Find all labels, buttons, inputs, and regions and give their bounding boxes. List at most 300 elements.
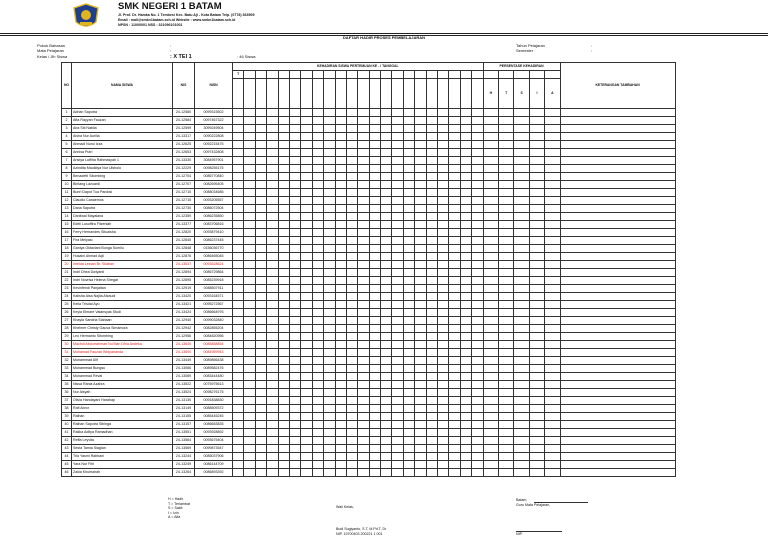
- remarks-cell: [560, 189, 675, 197]
- percentage-cell: [498, 269, 513, 277]
- attendance-cell: [460, 149, 471, 157]
- percentage-cell: [529, 165, 544, 173]
- attendance-cell: [460, 461, 471, 469]
- attendance-cell: [301, 269, 312, 277]
- attendance-cell: [324, 133, 335, 141]
- meeting-cell: [381, 79, 392, 109]
- attendance-cell: [233, 197, 244, 205]
- school-name: SMK NEGERI 1 BATAM: [118, 1, 222, 12]
- attendance-cell: [267, 341, 278, 349]
- attendance-cell: [472, 261, 483, 269]
- attendance-cell: [289, 157, 300, 165]
- attendance-cell: [403, 197, 414, 205]
- attendance-cell: [392, 125, 403, 133]
- percentage-cell: [545, 421, 560, 429]
- attendance-cell: [449, 221, 460, 229]
- student-nis: 24-13330: [173, 157, 195, 165]
- attendance-cell: [358, 125, 369, 133]
- attendance-cell: [324, 333, 335, 341]
- attendance-cell: [255, 453, 266, 461]
- student-name: Keyla Elmare Valansyas Studi: [72, 309, 173, 317]
- attendance-cell: [244, 429, 255, 437]
- attendance-cell: [312, 325, 323, 333]
- attendance-cell: [472, 245, 483, 253]
- attendance-cell: [392, 277, 403, 285]
- attendance-cell: [312, 173, 323, 181]
- student-nis: 24-13149: [173, 405, 195, 413]
- percentage-cell: [529, 117, 544, 125]
- attendance-cell: [449, 253, 460, 261]
- attendance-cell: [472, 341, 483, 349]
- attendance-cell: [267, 413, 278, 421]
- student-nisn: 3099249504: [195, 125, 233, 133]
- percentage-cell: [483, 261, 498, 269]
- attendance-cell: [267, 453, 278, 461]
- pct-spacer: [514, 71, 529, 79]
- student-row: [62, 125, 676, 133]
- percentage-cell: [545, 357, 560, 365]
- percentage-cell: [514, 301, 529, 309]
- attendance-cell: [267, 381, 278, 389]
- attendance-cell: [426, 309, 437, 317]
- attendance-cell: [415, 309, 426, 317]
- attendance-cell: [267, 461, 278, 469]
- student-row: [62, 269, 676, 277]
- attendance-cell: [335, 205, 346, 213]
- student-no: 24: [62, 293, 72, 301]
- attendance-cell: [335, 245, 346, 253]
- attendance-cell: [335, 421, 346, 429]
- attendance-cell: [346, 333, 357, 341]
- attendance-cell: [415, 397, 426, 405]
- attendance-cell: [335, 373, 346, 381]
- attendance-cell: [324, 181, 335, 189]
- attendance-cell: [392, 309, 403, 317]
- remarks-cell: [560, 181, 675, 189]
- attendance-cell: [369, 461, 380, 469]
- attendance-cell: [267, 173, 278, 181]
- percentage-cell: [498, 333, 513, 341]
- attendance-cell: [289, 293, 300, 301]
- attendance-cell: [312, 461, 323, 469]
- attendance-cell: [415, 333, 426, 341]
- attendance-cell: [403, 165, 414, 173]
- student-nis: 24-13377: [173, 221, 195, 229]
- attendance-cell: [278, 365, 289, 373]
- attendance-cell: [403, 157, 414, 165]
- percentage-cell: [483, 413, 498, 421]
- attendance-cell: [324, 213, 335, 221]
- attendance-cell: [415, 157, 426, 165]
- attendance-table: [61, 62, 676, 477]
- attendance-cell: [301, 405, 312, 413]
- student-no: 41: [62, 429, 72, 437]
- attendance-cell: [324, 309, 335, 317]
- percentage-cell: [545, 429, 560, 437]
- attendance-cell: [369, 381, 380, 389]
- percentage-cell: [498, 357, 513, 365]
- attendance-cell: [312, 333, 323, 341]
- attendance-cell: [255, 365, 266, 373]
- attendance-cell: [472, 125, 483, 133]
- attendance-cell: [335, 149, 346, 157]
- meeting-cell: [255, 79, 266, 109]
- attendance-cell: [324, 341, 335, 349]
- attendance-cell: [312, 205, 323, 213]
- attendance-cell: [255, 317, 266, 325]
- attendance-cell: [438, 437, 449, 445]
- attendance-cell: [267, 357, 278, 365]
- pct-spacer: [529, 71, 544, 79]
- attendance-cell: [426, 109, 437, 117]
- attendance-cell: [472, 253, 483, 261]
- attendance-cell: [301, 429, 312, 437]
- attendance-cell: [472, 429, 483, 437]
- attendance-cell: [301, 117, 312, 125]
- attendance-cell: [426, 421, 437, 429]
- student-row: [62, 173, 676, 181]
- percentage-cell: [529, 461, 544, 469]
- attendance-cell: [449, 181, 460, 189]
- meeting-date-cell: [267, 71, 278, 79]
- percentage-cell: [498, 445, 513, 453]
- attendance-cell: [335, 285, 346, 293]
- attendance-cell: [472, 421, 483, 429]
- attendance-cell: [381, 149, 392, 157]
- attendance-cell: [346, 181, 357, 189]
- attendance-cell: [244, 109, 255, 117]
- attendance-cell: [267, 333, 278, 341]
- percentage-cell: [545, 365, 560, 373]
- attendance-cell: [312, 253, 323, 261]
- attendance-cell: [358, 437, 369, 445]
- percentage-cell: [483, 469, 498, 477]
- attendance-cell: [472, 221, 483, 229]
- attendance-cell: [426, 117, 437, 125]
- attendance-cell: [438, 325, 449, 333]
- attendance-cell: [392, 469, 403, 477]
- attendance-cell: [335, 173, 346, 181]
- attendance-cell: [346, 437, 357, 445]
- student-row: [62, 453, 676, 461]
- remarks-cell: [560, 413, 675, 421]
- attendance-cell: [278, 341, 289, 349]
- attendance-cell: [346, 237, 357, 245]
- attendance-cell: [346, 429, 357, 437]
- attendance-cell: [346, 381, 357, 389]
- attendance-cell: [381, 181, 392, 189]
- attendance-cell: [358, 141, 369, 149]
- percentage-cell: [529, 365, 544, 373]
- student-nisn: 0095272567: [195, 301, 233, 309]
- student-nisn: 0089856438: [195, 357, 233, 365]
- student-nisn: 0093675404: [195, 437, 233, 445]
- meeting-date-cell: [324, 71, 335, 79]
- remarks-cell: [560, 357, 675, 365]
- attendance-cell: [449, 341, 460, 349]
- remarks-cell: [560, 213, 675, 221]
- attendance-cell: [278, 141, 289, 149]
- attendance-cell: [233, 445, 244, 453]
- attendance-cell: [449, 429, 460, 437]
- attendance-cell: [426, 213, 437, 221]
- attendance-cell: [358, 405, 369, 413]
- attendance-cell: [449, 173, 460, 181]
- attendance-cell: [369, 197, 380, 205]
- attendance-cell: [244, 125, 255, 133]
- attendance-cell: [255, 125, 266, 133]
- percentage-cell: [529, 349, 544, 357]
- attendance-cell: [415, 469, 426, 477]
- attendance-cell: [415, 117, 426, 125]
- attendance-cell: [312, 349, 323, 357]
- attendance-cell: [233, 261, 244, 269]
- attendance-cell: [289, 349, 300, 357]
- remarks-cell: [560, 381, 675, 389]
- percentage-cell: [545, 373, 560, 381]
- attendance-cell: [267, 253, 278, 261]
- attendance-cell: [449, 109, 460, 117]
- attendance-cell: [335, 189, 346, 197]
- student-no: 17: [62, 237, 72, 245]
- meeting-date-cell: [255, 71, 266, 79]
- attendance-cell: [358, 221, 369, 229]
- percentage-cell: [514, 341, 529, 349]
- attendance-cell: [392, 389, 403, 397]
- attendance-cell: [244, 421, 255, 429]
- attendance-cell: [403, 189, 414, 197]
- attendance-cell: [426, 229, 437, 237]
- attendance-cell: [392, 205, 403, 213]
- attendance-cell: [426, 301, 437, 309]
- attendance-cell: [312, 453, 323, 461]
- attendance-cell: [472, 301, 483, 309]
- wali-kelas-label: Wali Kelas,: [336, 505, 354, 509]
- attendance-cell: [472, 189, 483, 197]
- pct-header-t: T: [498, 79, 513, 109]
- percentage-cell: [483, 253, 498, 261]
- percentage-cell: [514, 317, 529, 325]
- attendance-cell: [403, 461, 414, 469]
- attendance-cell: [472, 173, 483, 181]
- percentage-cell: [483, 197, 498, 205]
- attendance-cell: [278, 389, 289, 397]
- attendance-cell: [415, 341, 426, 349]
- attendance-cell: [381, 269, 392, 277]
- attendance-cell: [324, 109, 335, 117]
- percentage-cell: [498, 469, 513, 477]
- percentage-cell: [514, 277, 529, 285]
- percentage-cell: [514, 189, 529, 197]
- student-nis: 24-13640: [173, 341, 195, 349]
- attendance-cell: [301, 333, 312, 341]
- attendance-cell: [426, 453, 437, 461]
- attendance-cell: [392, 149, 403, 157]
- student-nisn: 0090222808: [195, 133, 233, 141]
- percentage-cell: [514, 325, 529, 333]
- percentage-cell: [483, 325, 498, 333]
- attendance-cell: [255, 205, 266, 213]
- attendance-cell: [449, 293, 460, 301]
- attendance-cell: [381, 429, 392, 437]
- remarks-cell: [560, 245, 675, 253]
- student-name: Annisa Putri: [72, 149, 173, 157]
- attendance-cell: [358, 333, 369, 341]
- attendance-cell: [278, 245, 289, 253]
- attendance-cell: [278, 157, 289, 165]
- student-name: Khelmer Christy Gauva Simamora: [72, 325, 173, 333]
- attendance-cell: [278, 381, 289, 389]
- attendance-cell: [381, 157, 392, 165]
- attendance-cell: [244, 469, 255, 477]
- attendance-cell: [244, 157, 255, 165]
- attendance-cell: [267, 445, 278, 453]
- meeting-date-cell: [346, 71, 357, 79]
- student-name: Dana Saputra: [72, 205, 173, 213]
- attendance-cell: [426, 173, 437, 181]
- percentage-cell: [483, 373, 498, 381]
- student-row: [62, 421, 676, 429]
- attendance-cell: [426, 437, 437, 445]
- attendance-cell: [278, 173, 289, 181]
- attendance-cell: [324, 189, 335, 197]
- attendance-cell: [289, 125, 300, 133]
- percentage-cell: [498, 277, 513, 285]
- attendance-cell: [255, 293, 266, 301]
- attendance-cell: [358, 213, 369, 221]
- student-no: 22: [62, 277, 72, 285]
- student-name: Keila Trisdal Ayu: [72, 301, 173, 309]
- meeting-cell: [289, 79, 300, 109]
- percentage-cell: [498, 349, 513, 357]
- attendance-cell: [472, 141, 483, 149]
- attendance-legend: [168, 497, 190, 520]
- col-nisn-header: NISN: [195, 63, 233, 109]
- student-nis: 24-12956: [173, 333, 195, 341]
- percentage-cell: [498, 285, 513, 293]
- meeting-cell: [449, 79, 460, 109]
- attendance-cell: [278, 149, 289, 157]
- percentage-cell: [514, 437, 529, 445]
- attendance-cell: [438, 373, 449, 381]
- percentage-cell: [514, 229, 529, 237]
- student-nis: 24-12845: [173, 237, 195, 245]
- attendance-cell: [233, 341, 244, 349]
- attendance-cell: [438, 365, 449, 373]
- attendance-cell: [244, 445, 255, 453]
- attendance-cell: [438, 429, 449, 437]
- student-nis: 24-13089: [173, 373, 195, 381]
- remarks-cell: [560, 269, 675, 277]
- attendance-cell: [267, 437, 278, 445]
- student-name: Husaini Ahmad Aqil: [72, 253, 173, 261]
- attendance-cell: [324, 421, 335, 429]
- attendance-cell: [267, 125, 278, 133]
- student-name: Yara Nur Fitri: [72, 461, 173, 469]
- attendance-cell: [301, 469, 312, 477]
- attendance-cell: [324, 317, 335, 325]
- attendance-cell: [426, 133, 437, 141]
- attendance-cell: [267, 349, 278, 357]
- attendance-cell: [289, 165, 300, 173]
- attendance-cell: [233, 389, 244, 397]
- student-row: [62, 397, 676, 405]
- attendance-cell: [438, 453, 449, 461]
- percentage-cell: [545, 237, 560, 245]
- percentage-cell: [498, 437, 513, 445]
- attendance-cell: [472, 205, 483, 213]
- student-no: 37: [62, 397, 72, 405]
- attendance-cell: [289, 333, 300, 341]
- attendance-cell: [426, 373, 437, 381]
- attendance-cell: [426, 189, 437, 197]
- percentage-cell: [529, 189, 544, 197]
- attendance-cell: [403, 405, 414, 413]
- col-nama-header: NAMA SISWA: [72, 63, 173, 109]
- attendance-cell: [415, 245, 426, 253]
- attendance-cell: [346, 317, 357, 325]
- attendance-cell: [415, 365, 426, 373]
- remarks-cell: [560, 389, 675, 397]
- attendance-cell: [415, 373, 426, 381]
- pct-spacer: [498, 71, 513, 79]
- percentage-cell: [514, 469, 529, 477]
- attendance-cell: [358, 301, 369, 309]
- remarks-cell: [560, 261, 675, 269]
- attendance-cell: [278, 445, 289, 453]
- attendance-cell: [381, 317, 392, 325]
- meeting-date-cell: [358, 71, 369, 79]
- attendance-cell: [255, 133, 266, 141]
- meeting-date-cell: [335, 71, 346, 79]
- percentage-cell: [529, 413, 544, 421]
- attendance-cell: [244, 357, 255, 365]
- attendance-cell: [346, 349, 357, 357]
- attendance-cell: [392, 397, 403, 405]
- attendance-cell: [255, 309, 266, 317]
- attendance-cell: [392, 213, 403, 221]
- attendance-cell: [460, 405, 471, 413]
- attendance-cell: [449, 301, 460, 309]
- percentage-cell: [529, 309, 544, 317]
- student-row: [62, 333, 676, 341]
- student-nisn: 0093205557: [195, 197, 233, 205]
- student-nisn: 0086465045: [195, 253, 233, 261]
- percentage-cell: [483, 141, 498, 149]
- percentage-cell: [514, 237, 529, 245]
- attendance-cell: [289, 245, 300, 253]
- attendance-cell: [472, 309, 483, 317]
- attendance-cell: [244, 325, 255, 333]
- attendance-cell: [233, 205, 244, 213]
- attendance-cell: [267, 429, 278, 437]
- percentage-cell: [514, 453, 529, 461]
- attendance-cell: [460, 237, 471, 245]
- attendance-cell: [312, 189, 323, 197]
- percentage-cell: [483, 157, 498, 165]
- percentage-cell: [483, 109, 498, 117]
- student-no: 11: [62, 189, 72, 197]
- attendance-cell: [472, 365, 483, 373]
- student-no: 10: [62, 181, 72, 189]
- attendance-cell: [449, 397, 460, 405]
- student-row: [62, 181, 676, 189]
- remarks-cell: [560, 453, 675, 461]
- attendance-cell: [392, 253, 403, 261]
- percentage-cell: [483, 365, 498, 373]
- attendance-cell: [244, 293, 255, 301]
- attendance-cell: [415, 237, 426, 245]
